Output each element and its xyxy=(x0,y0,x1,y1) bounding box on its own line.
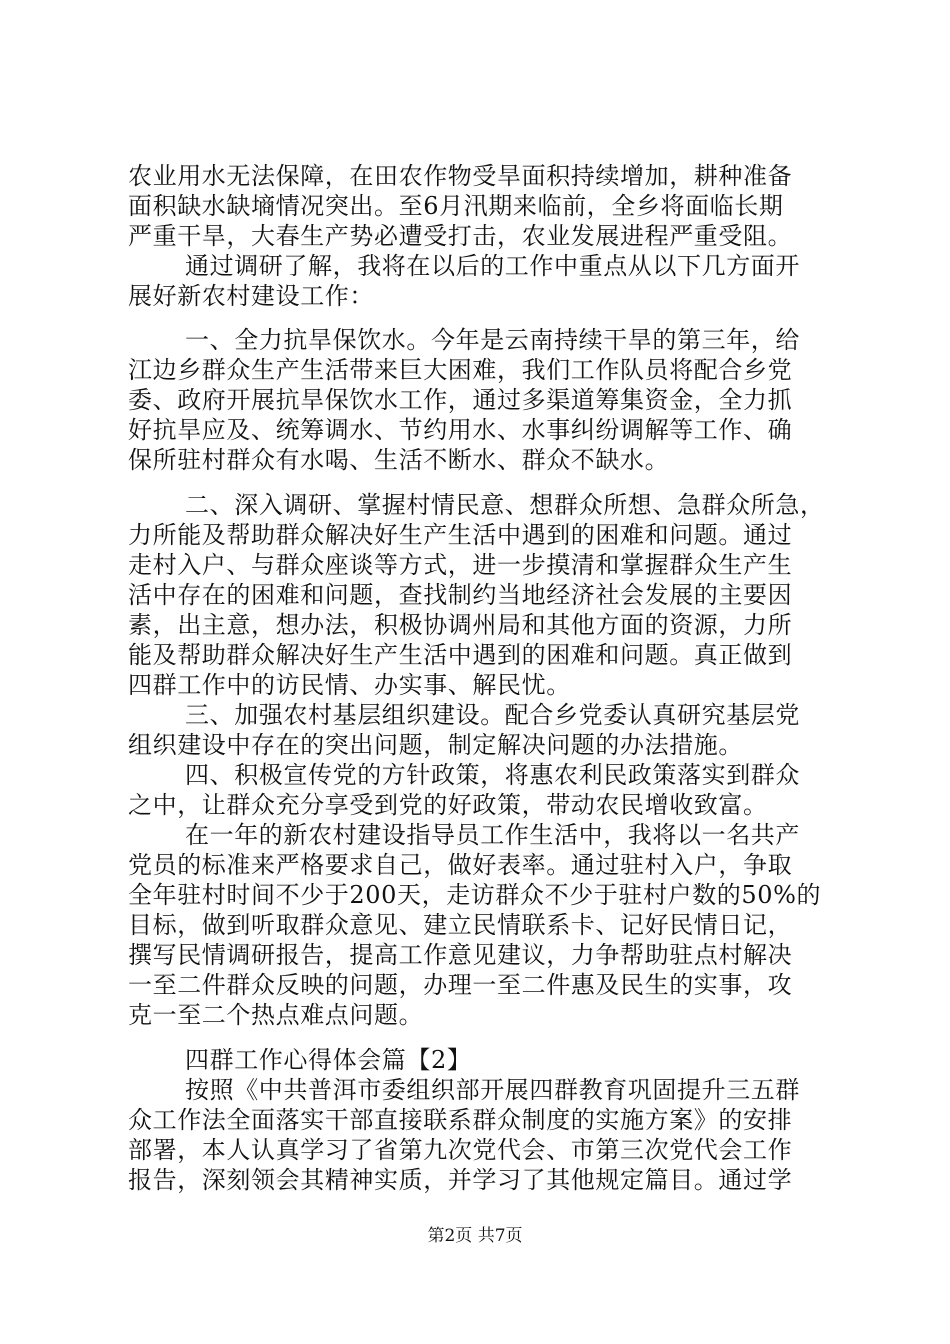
text-line: 二、深入调研、掌握村情民意、想群众所想、急群众所急， xyxy=(185,491,825,519)
text-line: 全年驻村时间不少于200天，走访群众不少于驻村户数的50%的 xyxy=(128,881,822,909)
text-line: 按照《中共普洱市委组织部开展四群教育巩固提升三五群 xyxy=(185,1076,800,1104)
text-line: 严重干旱，大春生产势必遭受打击，农业发展进程严重受阻。 xyxy=(128,222,793,250)
text-line: 三、加强农村基层组织建设。配合乡党委认真研究基层党 xyxy=(185,701,800,729)
text-line: 江边乡群众生产生活带来巨大困难，我们工作队员将配合乡党 xyxy=(128,356,793,384)
text-line: 克一至二个热点难点问题。 xyxy=(128,1001,424,1029)
text-line: 保所驻村群众有水喝、生活不断水、群众不缺水。 xyxy=(128,446,670,474)
text-line: 走村入户、与群众座谈等方式，进一步摸清和掌握群众生产生 xyxy=(128,551,793,579)
text-line: 四、积极宣传党的方针政策，将惠农利民政策落实到群众 xyxy=(185,761,800,789)
text-line: 好抗旱应及、统筹调水、节约用水、水事纠纷调解等工作、确 xyxy=(128,416,793,444)
text-line: 素，出主意，想办法，积极协调州局和其他方面的资源，力所 xyxy=(128,611,793,639)
text-line: 四群工作心得体会篇【2】 xyxy=(185,1046,472,1074)
text-line: 委、政府开展抗旱保饮水工作，通过多渠道筹集资金，全力抓 xyxy=(128,386,793,414)
text-line: 四群工作中的访民情、办实事、解民忧。 xyxy=(128,671,571,699)
text-line: 一、全力抗旱保饮水。今年是云南持续干旱的第三年，给 xyxy=(185,326,800,354)
text-line: 众工作法全面落实干部直接联系群众制度的实施方案》的安排 xyxy=(128,1106,793,1134)
text-line: 部署，本人认真学习了省第九次党代会、市第三次党代会工作 xyxy=(128,1136,793,1164)
text-line: 农业用水无法保障，在田农作物受旱面积持续增加，耕种准备 xyxy=(128,162,793,190)
text-line: 通过调研了解，我将在以后的工作中重点从以下几方面开 xyxy=(185,252,800,280)
text-line: 目标，做到听取群众意见、建立民情联系卡、记好民情日记， xyxy=(128,911,793,939)
text-line: 报告，深刻领会其精神实质，并学习了其他规定篇目。通过学 xyxy=(128,1166,793,1194)
text-line: 在一年的新农村建设指导员工作生活中，我将以一名共产 xyxy=(185,821,800,849)
text-line: 一至二件群众反映的问题，办理一至二件惠及民生的实事，攻 xyxy=(128,971,793,999)
text-line: 撰写民情调研报告，提高工作意见建议，力争帮助驻点村解决 xyxy=(128,941,793,969)
text-line: 组织建设中存在的突出问题，制定解决问题的办法措施。 xyxy=(128,731,743,759)
text-line: 展好新农村建设工作： xyxy=(128,282,374,310)
text-line: 力所能及帮助群众解决好生产生活中遇到的困难和问题。通过 xyxy=(128,521,793,549)
text-line: 活中存在的困难和问题，查找制约当地经济社会发展的主要因 xyxy=(128,581,793,609)
text-line: 之中，让群众充分享受到党的好政策，带动农民增收致富。 xyxy=(128,791,768,819)
page-number-footer: 第2页 共7页 xyxy=(427,1226,523,1246)
text-line: 党员的标准来严格要求自己，做好表率。通过驻村入户，争取 xyxy=(128,851,793,879)
text-line: 能及帮助群众解决好生产生活中遇到的困难和问题。真正做到 xyxy=(128,641,793,669)
text-line: 面积缺水缺墒情况突出。至6月汛期来临前，全乡将面临长期 xyxy=(128,192,784,220)
